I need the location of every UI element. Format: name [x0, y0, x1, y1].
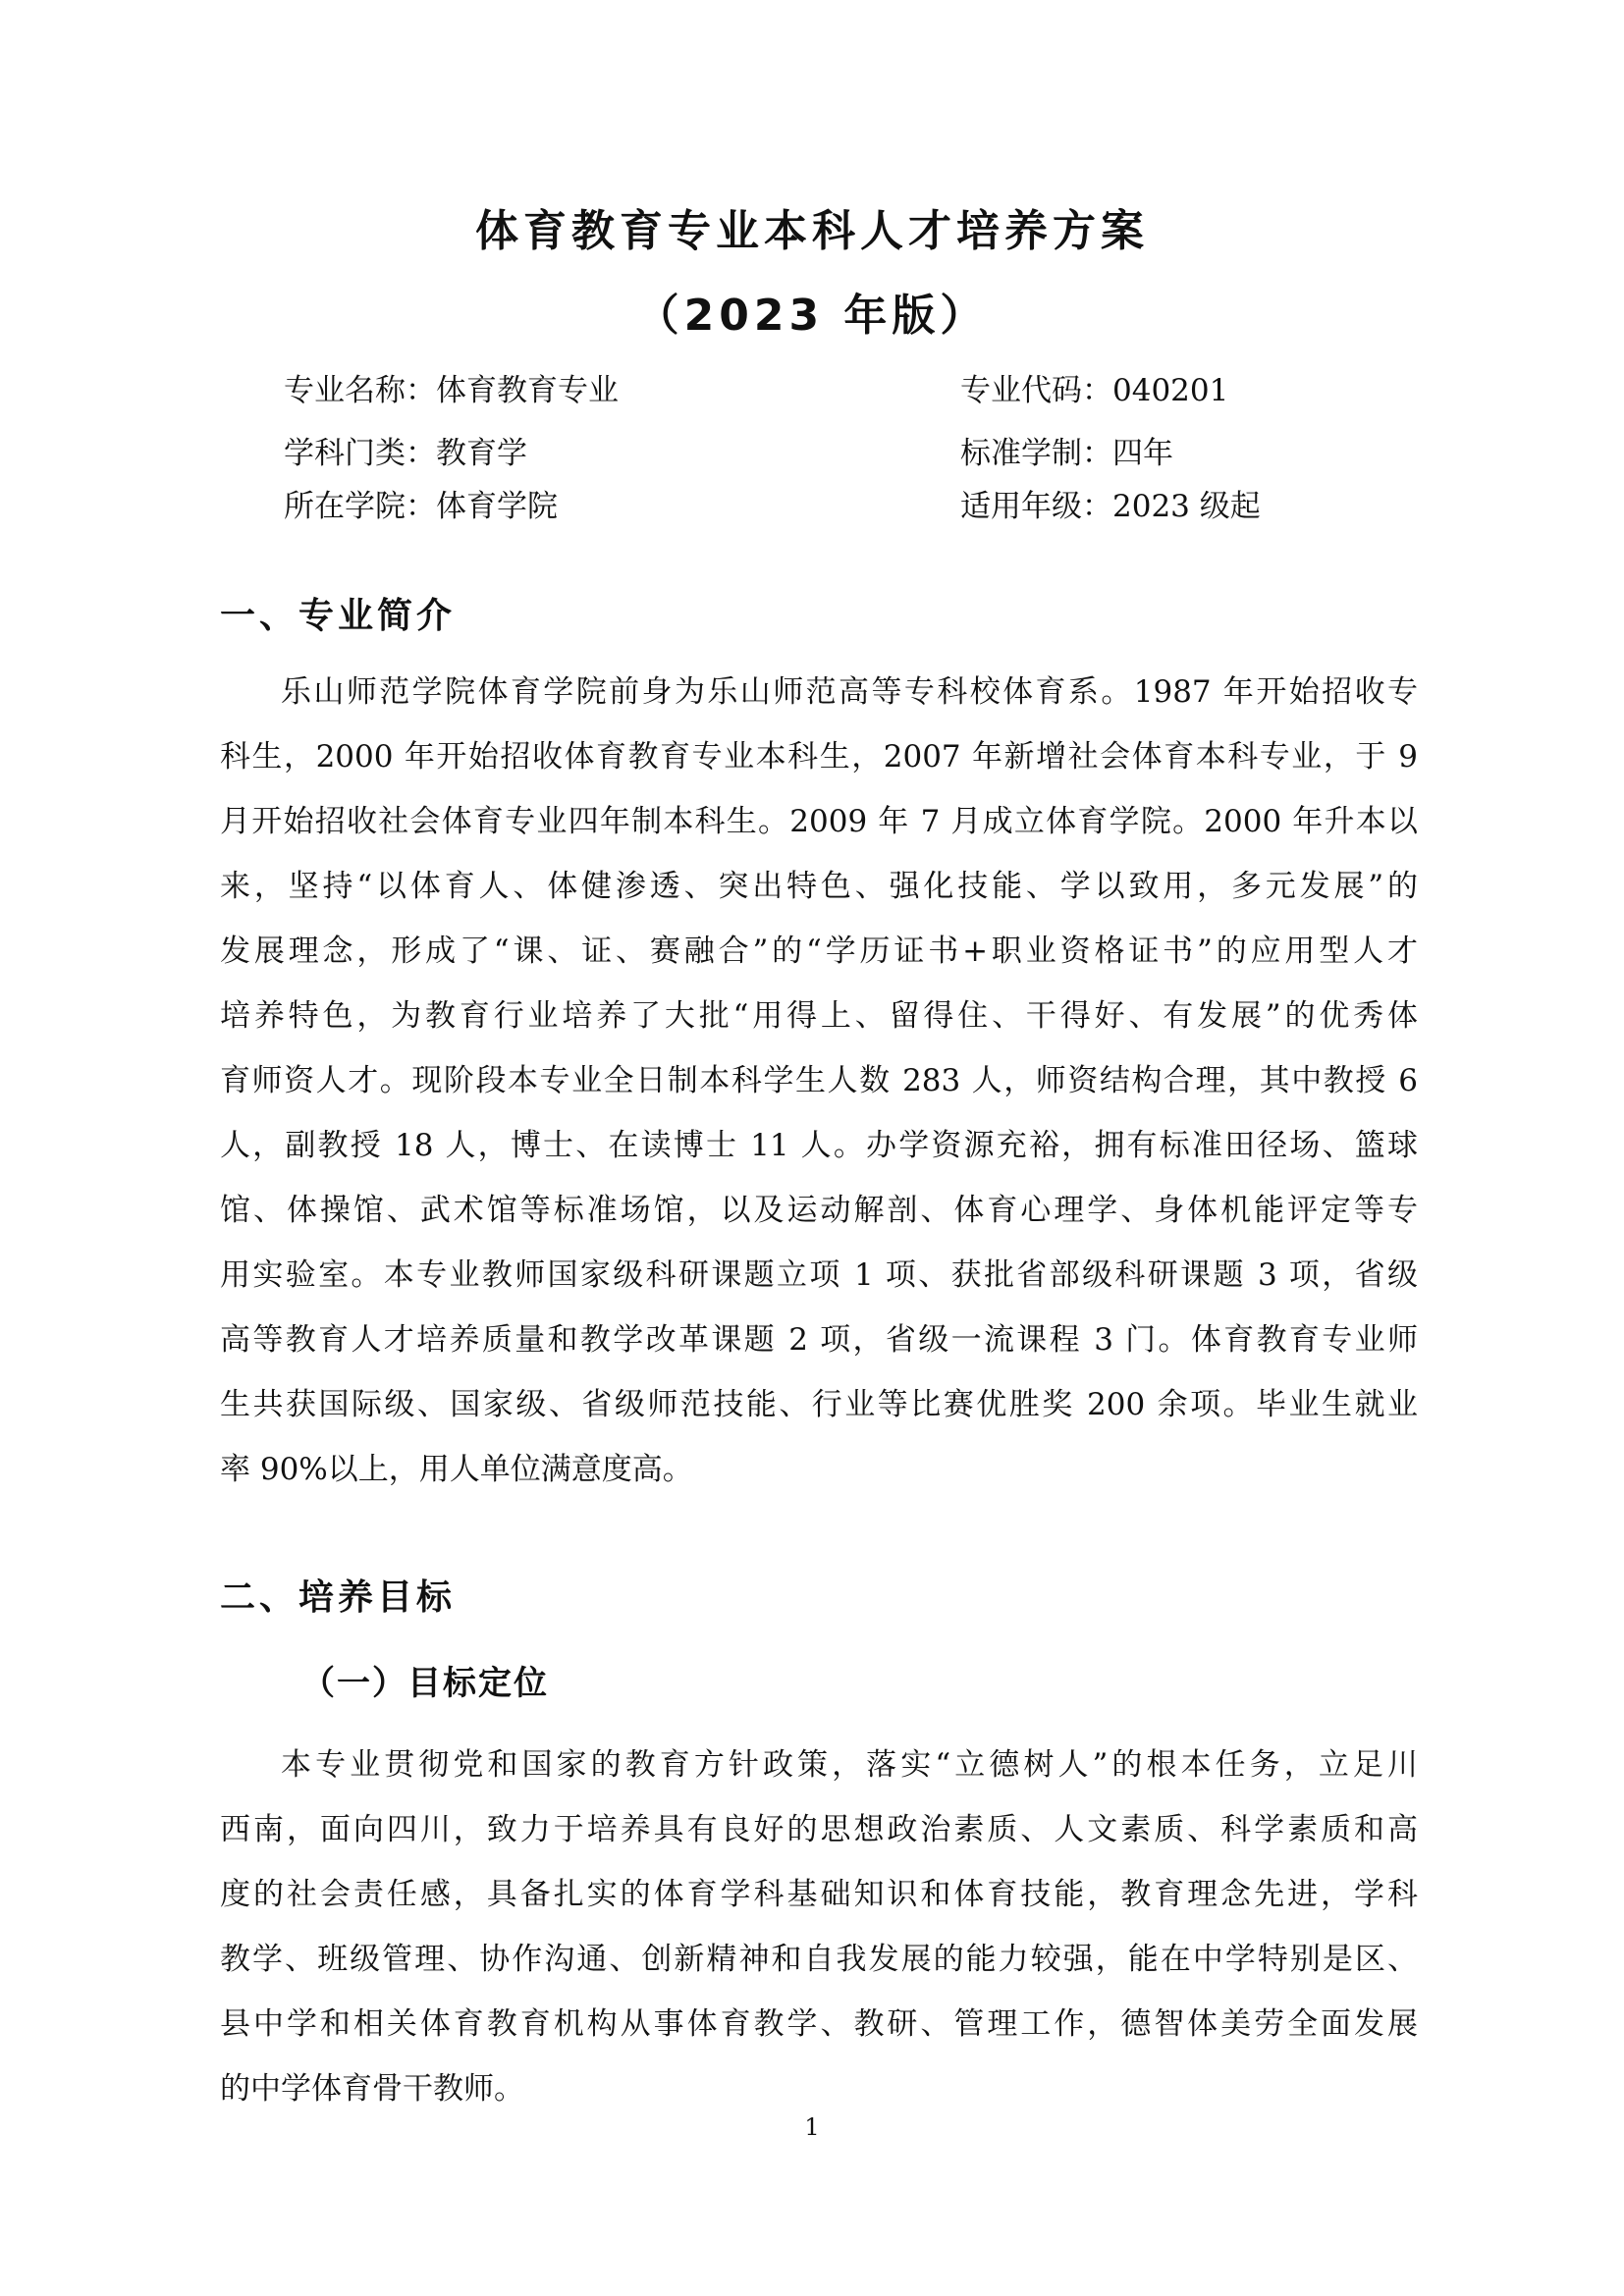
paragraph-line: 的中学体育骨干教师。 [220, 2071, 524, 2107]
meta-grade [960, 481, 1261, 532]
paragraph-line: 县中学和相关体育教育机构从事体育教学、教研、管理工作，德智体美劳全面发展 [220, 2006, 1418, 2042]
paragraph-line: 月开始招收社会体育专业四年制本科生。2009 年 7 月成立体育学院。2000 年升本以 [220, 804, 1418, 839]
paragraph-line: 度的社会责任感，具备扎实的体育学科基础知识和体育技能，教育理念先进，学科 [220, 1877, 1418, 1912]
meta-label: 所在学院： [284, 489, 436, 524]
page-number: 1 [804, 2113, 820, 2141]
paragraph-line: 西南，面向四川，致力于培养具有良好的思想政治素质、人文素质、科学素质和高 [220, 1812, 1418, 1847]
paragraph-line: 用实验室。本专业教师国家级科研课题立项 1 项、获批省部级科研课题 3 项，省级 [220, 1257, 1418, 1293]
section-heading-intro: 一、专业简介 [220, 596, 457, 636]
goal-paragraph [220, 1733, 1418, 2121]
meta-row-3 [0, 481, 1624, 532]
meta-label: 标准学制： [960, 436, 1112, 471]
paragraph-line: 育师资人才。现阶段本专业全日制本科学生人数 283 人，师资结构合理，其中教授 6 [220, 1063, 1418, 1098]
meta-value: 体育学院 [436, 489, 558, 524]
meta-major-code [960, 365, 1228, 416]
meta-label: 适用年级： [960, 489, 1112, 524]
paragraph-line: 本专业贯彻党和国家的教育方针政策，落实“立德树人”的根本任务，立足川 [281, 1747, 1418, 1783]
meta-value: 2023 级起 [1112, 489, 1261, 524]
paragraph-line: 来，坚持“以体育人、体健渗透、突出特色、强化技能、学以致用，多元发展”的 [220, 869, 1418, 904]
meta-row-2 [0, 428, 1624, 479]
paragraph-line: 教学、班级管理、协作沟通、创新精神和自我发展的能力较强，能在中学特别是区、 [220, 1942, 1418, 1977]
paragraph-line: 高等教育人才培养质量和教学改革课题 2 项，省级一流课程 3 门。体育教育专业师 [220, 1322, 1418, 1358]
document-title: 体育教育专业本科人才培养方案 [475, 206, 1149, 256]
intro-paragraph [220, 660, 1418, 1502]
paragraph-line: 发展理念，形成了“课、证、赛融合”的“学历证书+职业资格证书”的应用型人才 [220, 934, 1418, 969]
meta-row-1 [0, 365, 1624, 416]
paragraph-line: 人，副教授 18 人，博士、在读博士 11 人。办学资源充裕，拥有标准田径场、篮球 [220, 1128, 1418, 1163]
meta-label: 专业名称： [284, 373, 436, 408]
meta-label: 学科门类： [284, 436, 436, 471]
paragraph-line: 培养特色，为教育行业培养了大批“用得上、留得住、干得好、有发展”的优秀体 [220, 998, 1418, 1034]
meta-value: 教育学 [436, 436, 527, 471]
paragraph-line: 率 90%以上，用人单位满意度高。 [220, 1452, 693, 1487]
meta-major-name [284, 365, 619, 416]
meta-value: 四年 [1112, 436, 1173, 471]
section-heading-goals: 二、培养目标 [220, 1577, 457, 1618]
paragraph-line: 乐山师范学院体育学院前身为乐山师范高等专科校体育系。1987 年开始招收专 [281, 674, 1418, 710]
paragraph-line: 生共获国际级、国家级、省级师范技能、行业等比赛优胜奖 200 余项。毕业生就业 [220, 1387, 1418, 1422]
subsection-heading-positioning: （一）目标定位 [301, 1664, 549, 1703]
meta-college [284, 481, 558, 532]
meta-value: 040201 [1112, 373, 1229, 408]
paragraph-line: 科生，2000 年开始招收体育教育专业本科生，2007 年新增社会体育本科专业，于 9 [220, 739, 1418, 774]
meta-discipline [284, 428, 527, 479]
paragraph-line: 馆、体操馆、武术馆等标准场馆，以及运动解剖、体育心理学、身体机能评定等专 [220, 1193, 1418, 1228]
meta-label: 专业代码： [960, 373, 1112, 408]
document-edition: （2023 年版） [635, 291, 989, 341]
meta-duration [960, 428, 1173, 479]
meta-value: 体育教育专业 [436, 373, 619, 408]
